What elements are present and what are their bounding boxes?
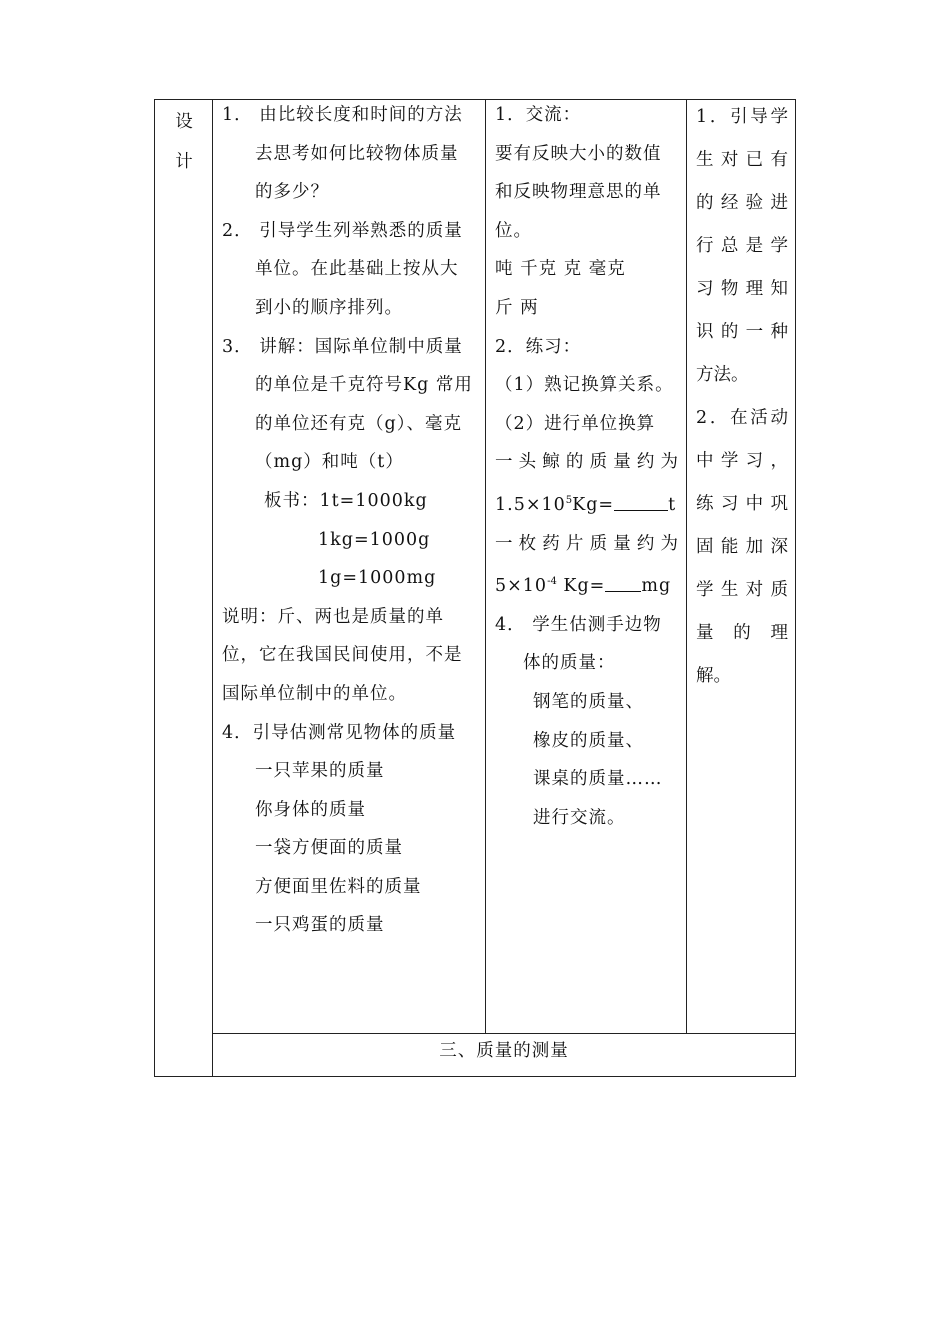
intent-line: 识的一种	[696, 322, 788, 342]
intent-line: 中学习，	[696, 451, 788, 471]
exponent: 5	[565, 494, 573, 506]
teacher-line: 4．引导估测常见物体的质量	[222, 722, 457, 743]
measured-item: 课桌的质量……	[533, 769, 663, 790]
student-line: 4． 学生估测手边物	[495, 614, 662, 635]
divider	[212, 100, 213, 1076]
student-line: 要有反映大小的数值	[495, 143, 662, 164]
student-line: 2．练习：	[495, 336, 582, 357]
exercise-text: 1.5×10	[495, 494, 566, 515]
blackboard-line: 1kg=1000g	[318, 529, 431, 550]
intent-line: 生对已有	[696, 150, 788, 170]
exercise-unit: mg	[641, 576, 672, 597]
student-line: 吨 千克 克 毫克	[495, 259, 626, 280]
student-line: 一枚药片质量约为	[495, 533, 679, 554]
teacher-line: 位，它在我国民间使用，不是	[222, 645, 463, 666]
row-label-char: 设	[175, 112, 193, 132]
conversion-exercise	[495, 482, 679, 525]
design-intent-cell	[696, 96, 788, 698]
student-line: （2）进行单位换算	[495, 413, 656, 434]
intent-line: 1．引导学	[696, 107, 788, 127]
student-line: （1）熟记换算关系。	[495, 375, 674, 396]
student-line: 体的质量：	[523, 653, 616, 674]
student-line: 一头鲸的质量约为	[495, 452, 679, 473]
row-label	[155, 100, 213, 182]
intent-line: 固能加深	[696, 537, 788, 557]
divider	[686, 100, 687, 1034]
intent-line: 量 的 理	[696, 623, 788, 643]
divider	[485, 100, 486, 1034]
student-line: 斤 两	[495, 297, 539, 318]
exercise-text: Kg=	[572, 494, 615, 515]
exercise-unit: t	[668, 494, 677, 515]
student-line: 位。	[495, 220, 532, 241]
teacher-line: 3． 讲解：国际单位制中质量	[222, 336, 463, 357]
exponent: -4	[547, 576, 557, 588]
teacher-line: 到小的顺序排列。	[255, 297, 403, 318]
teacher-line: 1． 由比较长度和时间的方法	[222, 105, 463, 125]
teacher-line: 2． 引导学生列举熟悉的质量	[222, 220, 463, 241]
student-activity-cell	[495, 96, 679, 837]
exercise-text: Kg=	[556, 576, 606, 597]
student-line: 进行交流。	[533, 807, 626, 828]
row-label-char: 计	[175, 152, 193, 172]
intent-line: 习物理知	[696, 279, 788, 299]
student-line: 1．交流：	[495, 105, 582, 125]
measured-item: 橡皮的质量、	[533, 730, 644, 751]
intent-line: 的经验进	[696, 193, 788, 213]
exercise-text: 5×10	[495, 576, 548, 597]
estimate-item: 一只鸡蛋的质量	[255, 915, 385, 936]
measured-item: 钢笔的质量、	[533, 691, 644, 712]
blackboard-line: 1g=1000mg	[318, 568, 437, 589]
intent-line: 学生对质	[696, 580, 788, 600]
teacher-activity-cell	[222, 96, 480, 945]
teacher-line: 说明：斤、两也是质量的单	[222, 606, 444, 627]
estimate-item: 一只苹果的质量	[255, 761, 385, 782]
conversion-exercise	[495, 563, 679, 606]
student-line: 和反映物理意思的单	[495, 182, 662, 203]
intent-line: 练习中巩	[696, 494, 788, 514]
teacher-line: 去思考如何比较物体质量	[255, 143, 459, 164]
teacher-line: 单位。在此基础上按从大	[255, 259, 459, 280]
teacher-line: 国际单位制中的单位。	[222, 683, 407, 704]
intent-line: 方法。	[696, 365, 749, 385]
estimate-item: 方便面里佐料的质量	[255, 876, 422, 897]
teacher-line: （mg）和吨（t）	[255, 452, 404, 473]
teacher-line: 的单位还有克（g）、毫克	[255, 413, 462, 434]
teacher-line: 的单位是千克符号Kg 常用	[255, 375, 473, 396]
blackboard-line: 板书：1t=1000kg	[264, 490, 428, 511]
section-title: 三、质量的测量	[439, 1041, 569, 1061]
estimate-item: 你身体的质量	[255, 799, 366, 820]
answer-blank[interactable]	[614, 496, 668, 511]
intent-line: 行总是学	[696, 236, 788, 256]
intent-line: 2．在活动	[696, 408, 788, 428]
answer-blank[interactable]	[605, 577, 641, 592]
teacher-line: 的多少？	[255, 182, 329, 203]
intent-line: 解。	[696, 666, 731, 686]
estimate-item: 一袋方便面的质量	[255, 838, 403, 859]
